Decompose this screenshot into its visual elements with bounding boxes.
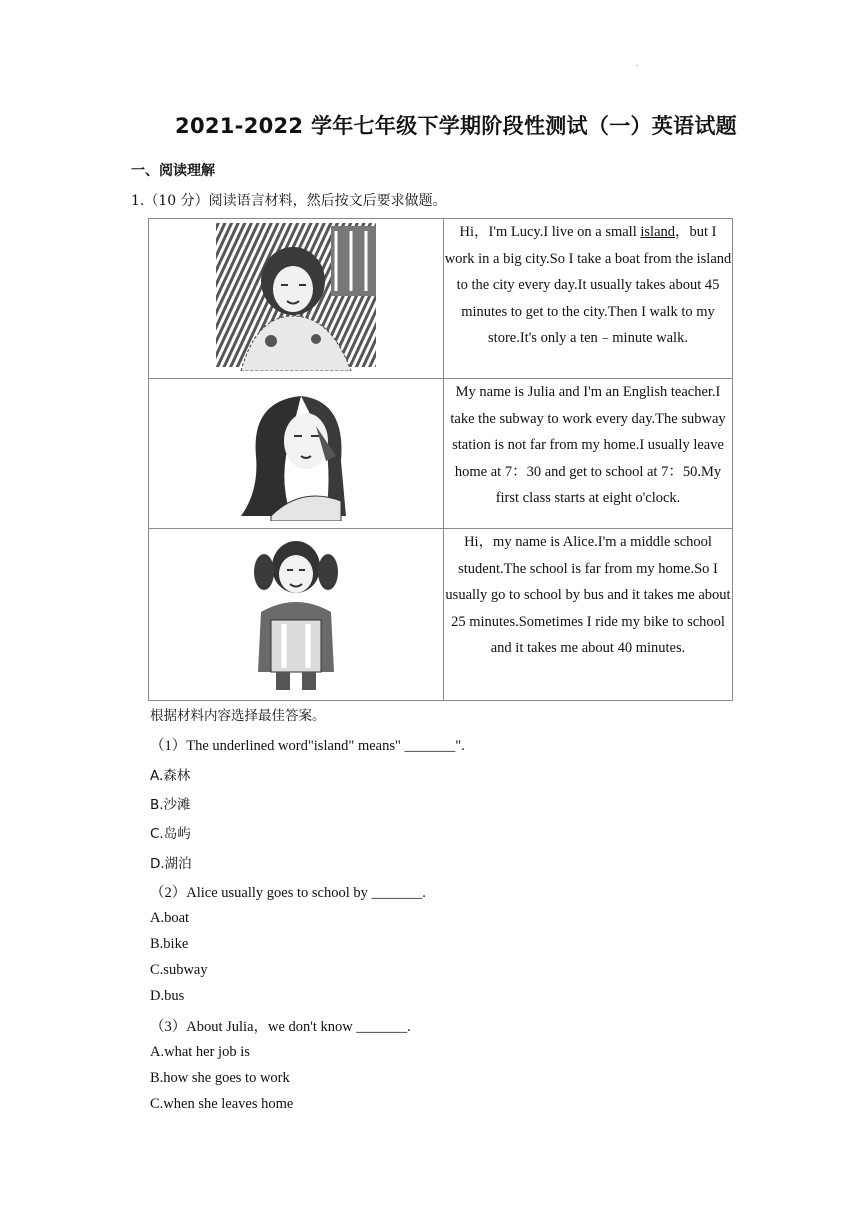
passage-row <box>149 529 733 701</box>
q3-option-a: A.what her job is <box>150 1044 250 1060</box>
julia-photo <box>231 386 361 521</box>
underlined-word-island: island <box>640 224 676 240</box>
image-cell <box>149 219 444 379</box>
q2-option-b: B.bike <box>150 936 189 952</box>
image-cell <box>149 379 444 529</box>
q2-option-c: C.subway <box>150 962 208 978</box>
q3-option-b: B.how she goes to work <box>150 1070 290 1086</box>
page-title: 2021-2022 学年七年级下学期阶段性测试（一）英语试题 <box>175 114 737 138</box>
question-3-stem: （3）About Julia，we don't know _______. <box>150 1019 411 1035</box>
q2-option-d: D.bus <box>150 988 185 1004</box>
q1-option-a: A.森林 <box>150 768 191 784</box>
passage-row <box>149 219 733 379</box>
section-heading: 一、阅读理解 <box>131 163 215 179</box>
passage-table <box>148 218 733 701</box>
q3-option-c: C.when she leaves home <box>150 1096 294 1112</box>
question-1-stem: （1）The underlined word"island" means" _______". <box>150 738 465 754</box>
q1-option-d: D.湖泊 <box>150 856 192 872</box>
passage-lucy-pre: Hi，I'm Lucy.I live on a small <box>459 224 641 240</box>
image-cell <box>149 529 444 701</box>
q1-option-c: C.岛屿 <box>150 826 191 842</box>
alice-photo <box>236 532 356 692</box>
q1-option-b: B.沙滩 <box>150 797 191 813</box>
lucy-photo <box>211 221 381 371</box>
header-mark: . <box>636 58 639 69</box>
question-intro: 1.（10 分）阅读语言材料，然后按文后要求做题。 <box>131 193 447 209</box>
passage-lucy <box>444 219 733 379</box>
passage-lucy-post: ，but I work in a big city.So I take a boat from the island to the city every day.It usually takes about 45 minutes to get to the city.Then I walk to my store.It's only a ten﹣minute walk. <box>444 224 732 346</box>
passage-row <box>149 379 733 529</box>
instruction: 根据材料内容选择最佳答案。 <box>150 708 326 724</box>
passage-alice: Hi，my name is Alice.I'm a middle school student.The school is far from my home.So I usually go to school by bus and it takes me about 25 minutes.Sometimes I ride my bike to school and it takes me about 40 minutes. <box>444 529 733 701</box>
question-2-stem: （2）Alice usually goes to school by _______. <box>150 885 426 901</box>
passage-julia: My name is Julia and I'm an English teacher.I take the subway to work every day.The subway station is not far from my home.I usually leave home at 7：30 and get to school at 7：50.My first class starts at eight o'clock. <box>444 379 733 529</box>
q2-option-a: A.boat <box>150 910 190 926</box>
